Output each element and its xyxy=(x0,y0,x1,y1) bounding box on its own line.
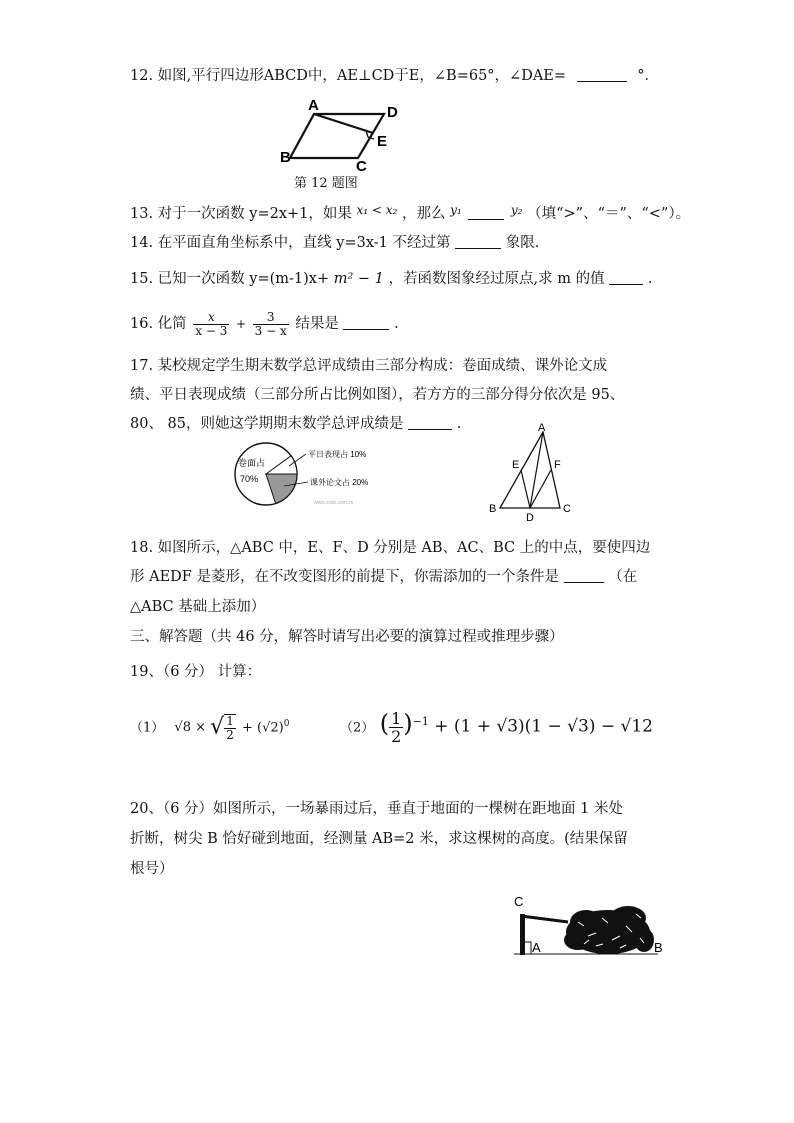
pie-label-essay: 课外论文占 20% xyxy=(310,478,369,487)
q12-answer-blank[interactable] xyxy=(577,67,627,82)
q20-line-3: 根号） xyxy=(130,861,174,877)
q19-part-1-fraction xyxy=(224,714,236,742)
paren-open: ( xyxy=(379,709,390,738)
label-d: D xyxy=(387,104,398,121)
q16-text-b: 结果是 xyxy=(295,316,339,332)
q18-line-2 xyxy=(130,567,637,587)
broken-tree-figure xyxy=(508,892,672,960)
q13-y2: y₂ xyxy=(510,203,523,217)
q17-answer-blank[interactable] xyxy=(408,415,452,430)
q19-part-1 xyxy=(130,704,289,748)
q18-answer-blank[interactable] xyxy=(564,568,604,583)
tri-label-a: A xyxy=(538,422,546,434)
q14-answer-blank[interactable] xyxy=(455,234,501,249)
q15-text-b: ，若函数图象经过原点,求 m 的值 xyxy=(388,271,605,287)
q18-text: 形 AEDF 是菱形，在不改变图形的前提下，你需添加的一个条件是 xyxy=(130,569,559,585)
q19-part-2-label: （2） xyxy=(340,720,375,736)
q15-answer-blank[interactable] xyxy=(609,270,643,285)
q20-line-2: 折断，树尖 B 恰好碰到地面，经测量 AB=2 米，求这棵树的高度。(结果保留 xyxy=(130,831,628,847)
tree-label-b: B xyxy=(654,940,663,955)
parallelogram-figure xyxy=(276,96,416,178)
q18-line-3: △ABC 基础上添加） xyxy=(130,599,266,615)
triangle-figure xyxy=(484,420,580,524)
label-e: E xyxy=(377,133,388,150)
q14-text: 14. 在平面直角坐标系中，直线 y=3x-1 不经过第 xyxy=(130,235,451,251)
pie-main-percent: 70% xyxy=(240,474,259,484)
section-3-title: 三、解答题（共 46 分，解答时请写出必要的演算过程或推理步骤） xyxy=(130,629,564,645)
q13-text: 13. 对于一次函数 y=2x+1，如果 xyxy=(130,206,352,222)
q18-text-end: （在 xyxy=(608,569,638,585)
q17-line-3 xyxy=(130,414,461,434)
q19-part-1-label: （1） xyxy=(130,720,165,736)
q17-line-2: 绩、平日表现成绩（三部分所占比例如图），若方方的三部分得分依次是 95、 xyxy=(130,387,625,403)
q19-part-1-expr-a: √8 × xyxy=(174,720,207,736)
q16-line xyxy=(130,306,399,342)
fraction-numerator: 1 xyxy=(226,713,234,728)
plus-sign: + xyxy=(235,317,247,331)
q17-line-1: 17. 某校规定学生期末数学总评成绩由三部分构成：卷面成绩、课外论文成 xyxy=(130,358,608,374)
q20-line-1: 20、（6 分）如图所示，一场暴雨过后，垂直于地面的一棵树在距地面 1 米处 xyxy=(130,801,623,817)
q16-text-end: . xyxy=(394,316,399,332)
fraction-numerator: x xyxy=(193,311,229,325)
fraction-numerator: 1 xyxy=(391,708,402,728)
q19-part-2-expr: + (1 + √3)(1 − √3) − √12 xyxy=(434,716,653,737)
fraction-denominator: 2 xyxy=(391,726,402,746)
right-angle-mark xyxy=(525,942,531,954)
q19-part-2-exponent: −1 xyxy=(412,715,429,728)
q12-line xyxy=(130,66,659,86)
tree-label-a: A xyxy=(532,940,541,955)
q12-caption: 第 12 题图 xyxy=(294,176,358,191)
fraction-denominator: x − 3 xyxy=(195,323,228,338)
tri-label-d: D xyxy=(526,512,534,524)
label-b: B xyxy=(280,149,291,166)
tri-label-e: E xyxy=(512,459,520,471)
q13-answer-blank[interactable] xyxy=(468,205,504,220)
q13-text-c: （填“>”、“＝”、“<”）。 xyxy=(527,206,691,222)
tri-label-f: F xyxy=(554,459,561,471)
radical-sign: √ xyxy=(210,714,225,740)
tree-trunk xyxy=(520,914,525,955)
tree-label-c: C xyxy=(514,894,524,909)
watermark-text: www.zxxk.com.cn xyxy=(314,500,354,506)
q12-text-end: °． xyxy=(637,68,659,84)
tri-label-c: C xyxy=(563,503,571,515)
altitude-ae xyxy=(314,114,373,133)
q13-y1: y₁ xyxy=(450,203,462,217)
q15-expression: m² − 1 xyxy=(333,271,384,287)
q12-text: 12. 如图,平行四边形ABCD中，AE⊥CD于E，∠B=65°，∠DAE= xyxy=(130,68,567,84)
q13-line xyxy=(130,200,690,224)
label-c: C xyxy=(356,158,367,175)
q19-part-2 xyxy=(340,700,653,751)
q14-line xyxy=(130,233,539,253)
pie-label-daily: 平日表现占 10% xyxy=(308,450,367,459)
paren-close: ) xyxy=(403,709,413,738)
tri-label-b: B xyxy=(489,503,497,515)
q18-line-1: 18. 如图所示，△ABC 中，E、F、D 分别是 AB、AC、BC 上的中点，要使四边 xyxy=(130,540,651,556)
q15-text-end: . xyxy=(647,271,653,287)
q19-head: 19、（6 分） 计算： xyxy=(130,664,262,680)
q16-answer-blank[interactable] xyxy=(343,315,389,330)
q19-part-1-expr-b: + (√2) xyxy=(241,720,284,736)
q15-text: 15. 已知一次函数 y=(m-1)x+ xyxy=(130,271,330,287)
q16-fraction-2 xyxy=(253,311,289,338)
segment-ed xyxy=(521,470,530,508)
q19-part-1-exponent: 0 xyxy=(283,719,290,729)
fraction-numerator: 3 xyxy=(253,311,289,325)
q16-fraction-1 xyxy=(193,311,229,338)
q14-text-end: 象限. xyxy=(505,235,540,251)
q19-part-2-fraction xyxy=(389,710,403,745)
score-pie-figure xyxy=(226,436,386,516)
q17-text-end: . xyxy=(456,416,462,432)
q15-line xyxy=(130,269,652,289)
q16-text: 16. 化简 xyxy=(130,316,187,332)
fraction-denominator: 2 xyxy=(226,727,234,742)
q13-text-b: ，那么 xyxy=(401,206,446,222)
pie-main-label: 卷面占 xyxy=(238,458,266,468)
broken-part xyxy=(521,916,568,922)
fraction-denominator: 3 − x xyxy=(254,323,287,338)
q13-condition: x₁ < x₂ xyxy=(356,203,398,217)
q17-text: 80、 85，则她这学期期末数学总评成绩是 xyxy=(130,416,404,432)
tree-crown-icon xyxy=(564,906,654,954)
label-a: A xyxy=(308,97,319,114)
